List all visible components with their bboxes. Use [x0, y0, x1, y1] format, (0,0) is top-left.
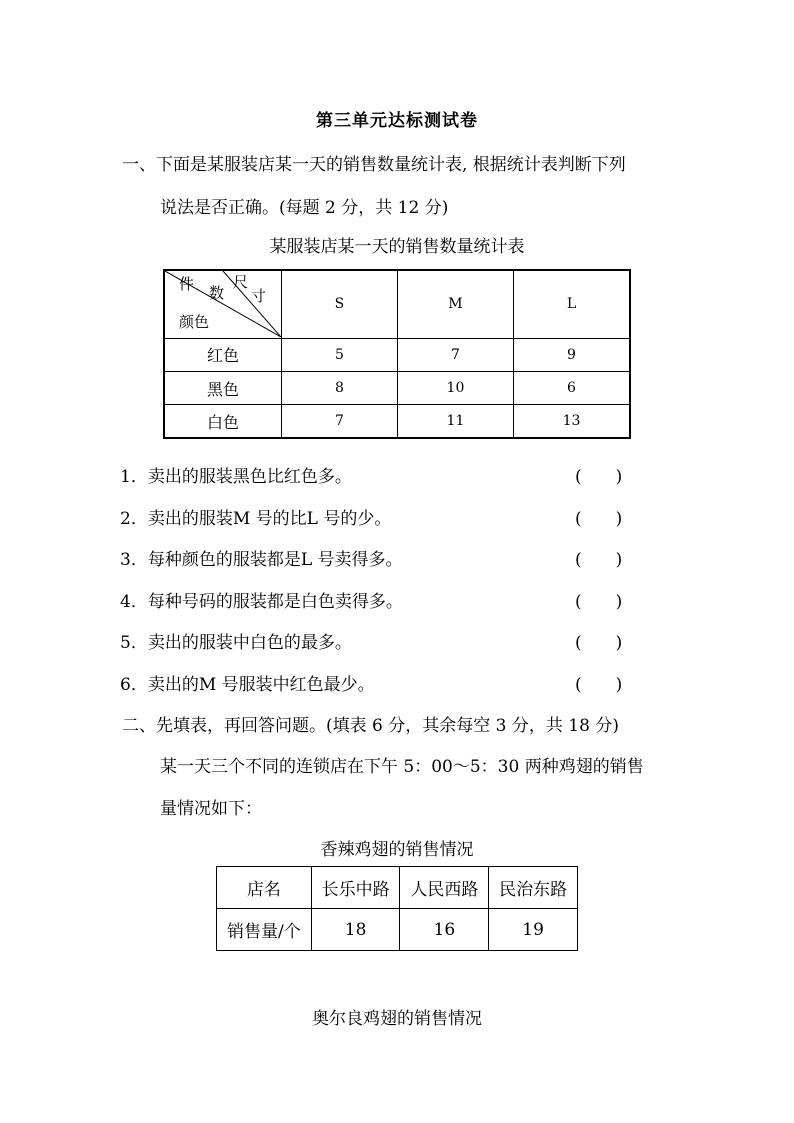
answer-blank-4[interactable]: ( ) — [575, 592, 623, 612]
table-cell: 8 — [282, 371, 398, 404]
corner-label-chi: 尺 — [233, 273, 249, 292]
column-header: 民治东路 — [489, 867, 578, 909]
table-cell: 6 — [513, 371, 630, 404]
row-label: 红色 — [164, 338, 282, 371]
table-cell: 11 — [397, 405, 513, 438]
section2-intro-line2: 量情况如下： — [160, 799, 262, 819]
table-corner-cell — [164, 270, 282, 338]
table-cell: 13 — [513, 405, 630, 438]
table-cell: 18 — [311, 909, 400, 951]
answer-blank-5[interactable]: ( ) — [575, 633, 623, 653]
question-6: 6．卖出的M 号服装中红色最少。 — [120, 675, 375, 695]
corner-label-color: 颜色 — [179, 313, 210, 332]
table-row — [217, 867, 578, 909]
table-cell: 16 — [400, 909, 489, 951]
row-label: 白色 — [164, 405, 282, 438]
page-title: 第三单元达标测试卷 — [316, 111, 478, 131]
spicy-wings-table — [216, 866, 578, 951]
corner-label-cun: 寸 — [251, 287, 267, 306]
section2-heading: 二、先填表，再回答问题。(填表 6 分，其余每空 3 分，共 18 分) — [122, 716, 619, 736]
answer-blank-3[interactable]: ( ) — [575, 550, 623, 570]
question-1: 1．卖出的服装黑色比红色多。 — [120, 467, 352, 487]
section1-heading-line2: 说法是否正确。(每题 2 分，共 12 分) — [160, 198, 449, 218]
column-header: 店名 — [217, 867, 312, 909]
table-row — [164, 371, 630, 404]
column-header: S — [282, 270, 398, 338]
answer-blank-1[interactable]: ( ) — [575, 467, 623, 487]
row-label: 黑色 — [164, 371, 282, 404]
spicy-wings-caption: 香辣鸡翅的销售情况 — [320, 840, 474, 860]
table-row — [164, 405, 630, 438]
row-label: 销售量/个 — [217, 909, 312, 951]
table-cell: 5 — [282, 338, 398, 371]
question-3: 3．每种颜色的服装都是L 号卖得多。 — [120, 550, 403, 570]
column-header: 人民西路 — [400, 867, 489, 909]
section1-heading-line1: 一、下面是某服装店某一天的销售数量统计表, 根据统计表判断下列 — [122, 155, 626, 175]
corner-label-shu: 数 — [209, 284, 225, 303]
table-cell: 7 — [397, 338, 513, 371]
column-header: M — [397, 270, 513, 338]
question-5: 5．卖出的服装中白色的最多。 — [120, 633, 352, 653]
table-cell: 10 — [397, 371, 513, 404]
clothing-sales-table — [163, 269, 631, 439]
question-4: 4．每种号码的服装都是白色卖得多。 — [120, 592, 403, 612]
question-2: 2．卖出的服装M 号的比L 号的少。 — [120, 509, 392, 529]
table-cell: 7 — [282, 405, 398, 438]
table-row — [217, 909, 578, 951]
table-cell: 19 — [489, 909, 578, 951]
orleans-wings-caption: 奥尔良鸡翅的销售情况 — [312, 1009, 482, 1029]
table1-caption: 某服装店某一天的销售数量统计表 — [269, 237, 525, 257]
column-header: L — [513, 270, 630, 338]
table-row — [164, 338, 630, 371]
table-cell: 9 — [513, 338, 630, 371]
answer-blank-2[interactable]: ( ) — [575, 509, 623, 529]
column-header: 长乐中路 — [311, 867, 400, 909]
corner-label-jian: 件 — [179, 275, 195, 294]
section2-intro-line1: 某一天三个不同的连锁店在下午 5：00～5：30 两种鸡翅的销售 — [160, 757, 644, 777]
answer-blank-6[interactable]: ( ) — [575, 675, 623, 695]
